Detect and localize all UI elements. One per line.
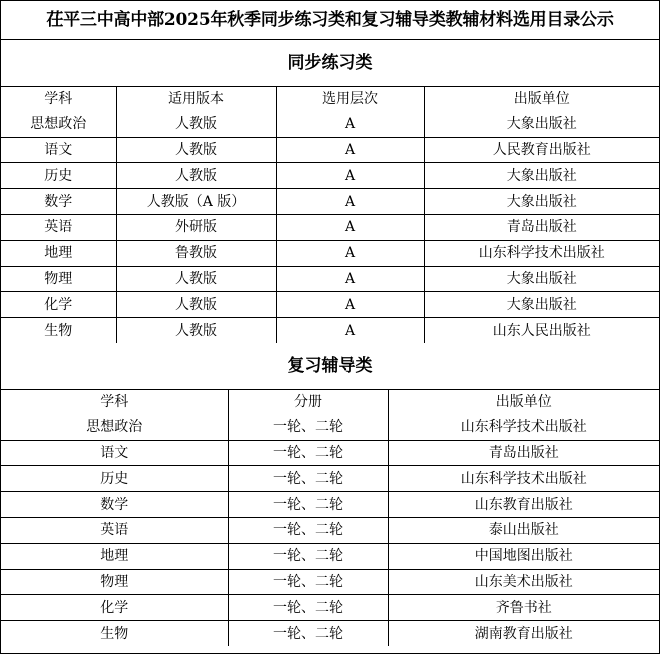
publisher-cell: 山东美术出版社	[388, 569, 659, 595]
level-cell: A	[276, 163, 424, 189]
review-header-publisher: 出版单位	[388, 390, 659, 415]
volume-cell: 一轮、二轮	[228, 595, 388, 621]
subject-cell: 英语	[1, 517, 228, 543]
table-row	[1, 189, 659, 215]
subject-cell: 化学	[1, 595, 228, 621]
publisher-cell: 湖南教育出版社	[388, 621, 659, 646]
publisher-cell: 大象出版社	[424, 189, 659, 215]
sync-header-level: 选用层次	[276, 87, 424, 112]
publisher-cell: 大象出版社	[424, 266, 659, 292]
publisher-cell: 山东科学技术出版社	[388, 415, 659, 440]
publisher-cell: 青岛出版社	[388, 440, 659, 466]
subject-cell: 地理	[1, 543, 228, 569]
subject-cell: 思想政治	[1, 415, 228, 440]
sync-section-title: 同步练习类	[1, 40, 659, 87]
volume-cell: 一轮、二轮	[228, 492, 388, 518]
volume-cell: 一轮、二轮	[228, 621, 388, 646]
sync-header-row	[1, 87, 659, 112]
sync-table	[1, 87, 659, 343]
sync-header-edition: 适用版本	[116, 87, 276, 112]
volume-cell: 一轮、二轮	[228, 569, 388, 595]
table-row	[1, 112, 659, 137]
publisher-cell: 人民教育出版社	[424, 137, 659, 163]
subject-cell: 生物	[1, 318, 116, 343]
sync-header-publisher: 出版单位	[424, 87, 659, 112]
table-row	[1, 569, 659, 595]
edition-cell: 人教版	[116, 318, 276, 343]
review-table	[1, 390, 659, 646]
table-row	[1, 415, 659, 440]
publisher-cell: 山东教育出版社	[388, 492, 659, 518]
subject-cell: 物理	[1, 569, 228, 595]
subject-cell: 数学	[1, 189, 116, 215]
edition-cell: 鲁教版	[116, 240, 276, 266]
table-row	[1, 466, 659, 492]
edition-cell: 人教版	[116, 292, 276, 318]
table-row	[1, 440, 659, 466]
publisher-cell: 大象出版社	[424, 112, 659, 137]
table-row	[1, 517, 659, 543]
subject-cell: 思想政治	[1, 112, 116, 137]
level-cell: A	[276, 189, 424, 215]
table-row	[1, 214, 659, 240]
subject-cell: 数学	[1, 492, 228, 518]
review-header-row	[1, 390, 659, 415]
subject-cell: 地理	[1, 240, 116, 266]
publisher-cell: 山东科学技术出版社	[424, 240, 659, 266]
level-cell: A	[276, 137, 424, 163]
edition-cell: 人教版（A 版）	[116, 189, 276, 215]
table-row	[1, 163, 659, 189]
table-row	[1, 595, 659, 621]
volume-cell: 一轮、二轮	[228, 440, 388, 466]
subject-cell: 化学	[1, 292, 116, 318]
level-cell: A	[276, 214, 424, 240]
level-cell: A	[276, 240, 424, 266]
subject-cell: 英语	[1, 214, 116, 240]
publisher-cell: 山东人民出版社	[424, 318, 659, 343]
level-cell: A	[276, 318, 424, 343]
level-cell: A	[276, 266, 424, 292]
review-header-subject: 学科	[1, 390, 228, 415]
edition-cell: 人教版	[116, 137, 276, 163]
volume-cell: 一轮、二轮	[228, 466, 388, 492]
table-row	[1, 543, 659, 569]
subject-cell: 历史	[1, 466, 228, 492]
volume-cell: 一轮、二轮	[228, 543, 388, 569]
edition-cell: 人教版	[116, 112, 276, 137]
edition-cell: 人教版	[116, 266, 276, 292]
publisher-cell: 泰山出版社	[388, 517, 659, 543]
edition-cell: 人教版	[116, 163, 276, 189]
edition-cell: 外研版	[116, 214, 276, 240]
publisher-cell: 山东科学技术出版社	[388, 466, 659, 492]
table-row	[1, 292, 659, 318]
table-row	[1, 621, 659, 646]
subject-cell: 历史	[1, 163, 116, 189]
level-cell: A	[276, 292, 424, 318]
subject-cell: 语文	[1, 137, 116, 163]
publisher-cell: 大象出版社	[424, 292, 659, 318]
table-row	[1, 266, 659, 292]
publisher-cell: 大象出版社	[424, 163, 659, 189]
publisher-cell: 齐鲁书社	[388, 595, 659, 621]
table-row	[1, 318, 659, 343]
table-row	[1, 240, 659, 266]
volume-cell: 一轮、二轮	[228, 517, 388, 543]
level-cell: A	[276, 112, 424, 137]
table-row	[1, 492, 659, 518]
publisher-cell: 中国地图出版社	[388, 543, 659, 569]
review-header-volume: 分册	[228, 390, 388, 415]
subject-cell: 物理	[1, 266, 116, 292]
page-title: 茌平三中高中部2025年秋季同步练习类和复习辅导类教辅材料选用目录公示	[1, 1, 659, 40]
table-row	[1, 137, 659, 163]
publisher-cell: 青岛出版社	[424, 214, 659, 240]
sync-header-subject: 学科	[1, 87, 116, 112]
subject-cell: 语文	[1, 440, 228, 466]
volume-cell: 一轮、二轮	[228, 415, 388, 440]
review-section-title: 复习辅导类	[1, 343, 659, 390]
subject-cell: 生物	[1, 621, 228, 646]
